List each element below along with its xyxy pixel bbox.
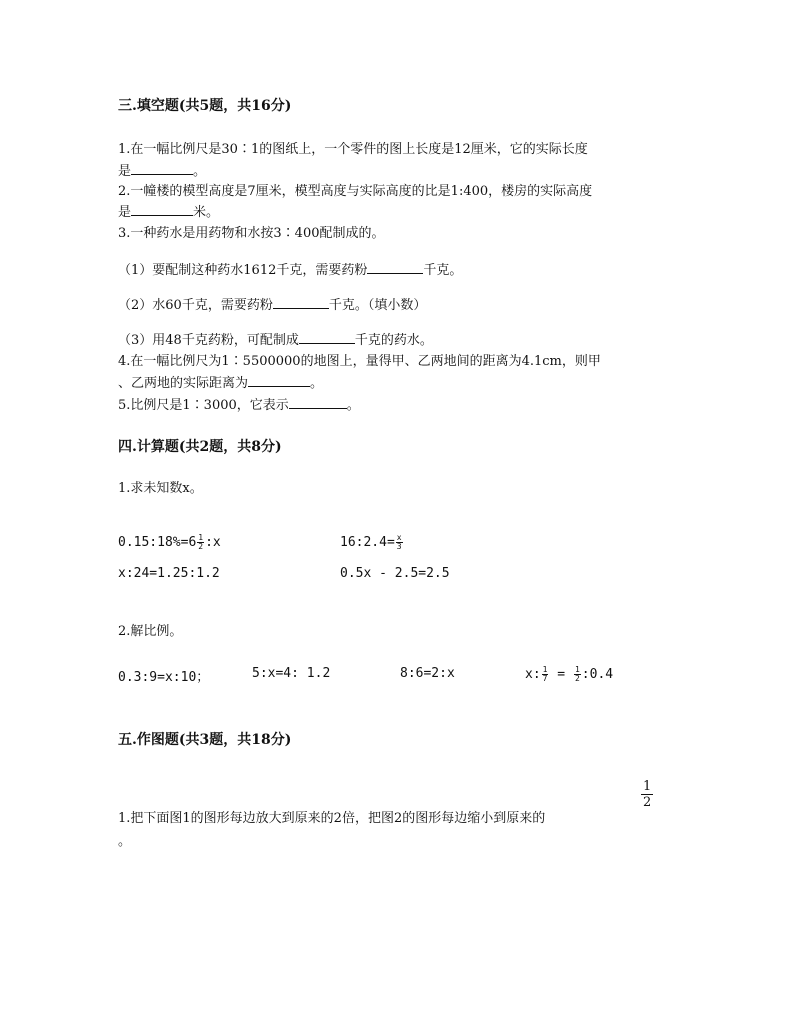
sub1-text: （1）要配制这种药水1612千克，需要药粉 (118, 263, 368, 278)
sub3-text: （3）用48千克药粉，可配制成 (118, 333, 299, 348)
question-3-4-line1: 4.在一幅比例尺为1∶5500000的地图上，量得甲、乙两地间的距离为4.1cm，则甲 (118, 354, 601, 369)
question-3-5 (118, 394, 360, 413)
denominator: 7 (542, 674, 548, 683)
proportion-2: 5:x=4: 1.2 (252, 666, 331, 681)
answer-blank (289, 396, 347, 409)
question-3-2-line2 (118, 201, 219, 220)
eq1-text: 0.15:18%=6 (118, 535, 197, 550)
fraction (542, 666, 549, 683)
q2-prefix: 是 (118, 205, 132, 220)
question-4-2: 2.解比例。 (118, 624, 183, 639)
question-5-1-line2: 。 (118, 834, 132, 849)
question-3-3-intro: 3.一种药水是用药物和水按3∶400配制成的。 (118, 226, 385, 241)
question-3-2-line1: 2.一幢楼的模型高度是7厘米，模型高度与实际高度的比是1:400，楼房的实际高度 (118, 184, 593, 199)
section-title-calculation: 四.计算题(共2题，共8分) (118, 439, 282, 455)
equation-1 (118, 534, 221, 551)
question-3-3-sub3 (118, 329, 433, 348)
p4-text: x: (525, 667, 541, 682)
question-3-3-sub2 (118, 294, 426, 313)
numerator: 1 (542, 665, 548, 674)
equation-4: 0.5x - 2.5=2.5 (340, 566, 450, 581)
sub2-text: （2）水60千克，需要药粉 (118, 298, 273, 313)
fraction (197, 534, 204, 551)
sub3-unit: 千克的药水。 (354, 333, 433, 348)
answer-blank (248, 374, 310, 387)
denominator: 3 (396, 542, 402, 551)
numerator: 1 (198, 533, 204, 542)
answer-blank (131, 203, 193, 216)
eq1-tail: :x (205, 535, 221, 550)
q4-end: 。 (310, 376, 324, 391)
eq2-text: 16:2.4= (340, 535, 395, 550)
p4-equals: = (549, 667, 573, 682)
proportion-4 (525, 666, 613, 683)
q1-prefix: 是 (118, 164, 132, 179)
p4-tail: :0.4 (581, 667, 614, 682)
question-5-1-line1: 1.把下面图1的图形每边放大到原来的2倍，把图2的图形每边缩小到原来的 (118, 811, 546, 826)
proportion-3: 8:6=2:x (400, 666, 455, 681)
equation-2 (340, 534, 404, 551)
denominator: 2 (643, 795, 652, 810)
section-title-fill-blank: 三.填空题(共5题，共16分) (118, 98, 292, 114)
q5-text: 5.比例尺是1∶3000，它表示 (118, 398, 289, 413)
answer-blank (273, 296, 329, 309)
numerator: 1 (643, 779, 652, 794)
denominator: 2 (574, 674, 580, 683)
answer-blank (299, 331, 355, 344)
question-3-3-sub1 (118, 259, 462, 278)
q4-prefix: 、乙两地的实际距离为 (118, 376, 249, 391)
question-4-1: 1.求未知数x。 (118, 481, 203, 496)
numerator: 1 (574, 665, 580, 674)
sub2-unit: 千克。（填小数） (328, 298, 427, 313)
answer-blank (367, 261, 423, 274)
question-3-4-line2 (118, 372, 323, 391)
section-title-drawing: 五.作图题(共3题，共18分) (118, 732, 292, 748)
q1-end: 。 (193, 164, 207, 179)
q5-end: 。 (346, 398, 360, 413)
q2-end: 米。 (193, 205, 220, 220)
question-3-1-line1: 1.在一幅比例尺是30∶1的图纸上，一个零件的图上长度是12厘米，它的实际长度 (118, 142, 588, 157)
question-3-1-line2 (118, 160, 206, 179)
answer-blank (131, 162, 193, 175)
fraction (574, 666, 581, 683)
fraction (396, 534, 403, 551)
half-fraction (641, 779, 653, 810)
numerator: x (396, 533, 402, 542)
proportion-1: 0.3:9=x:10； (118, 670, 210, 685)
equation-3: x:24=1.25:1.2 (118, 566, 220, 581)
denominator: 2 (198, 542, 204, 551)
sub1-unit: 千克。 (423, 263, 463, 278)
